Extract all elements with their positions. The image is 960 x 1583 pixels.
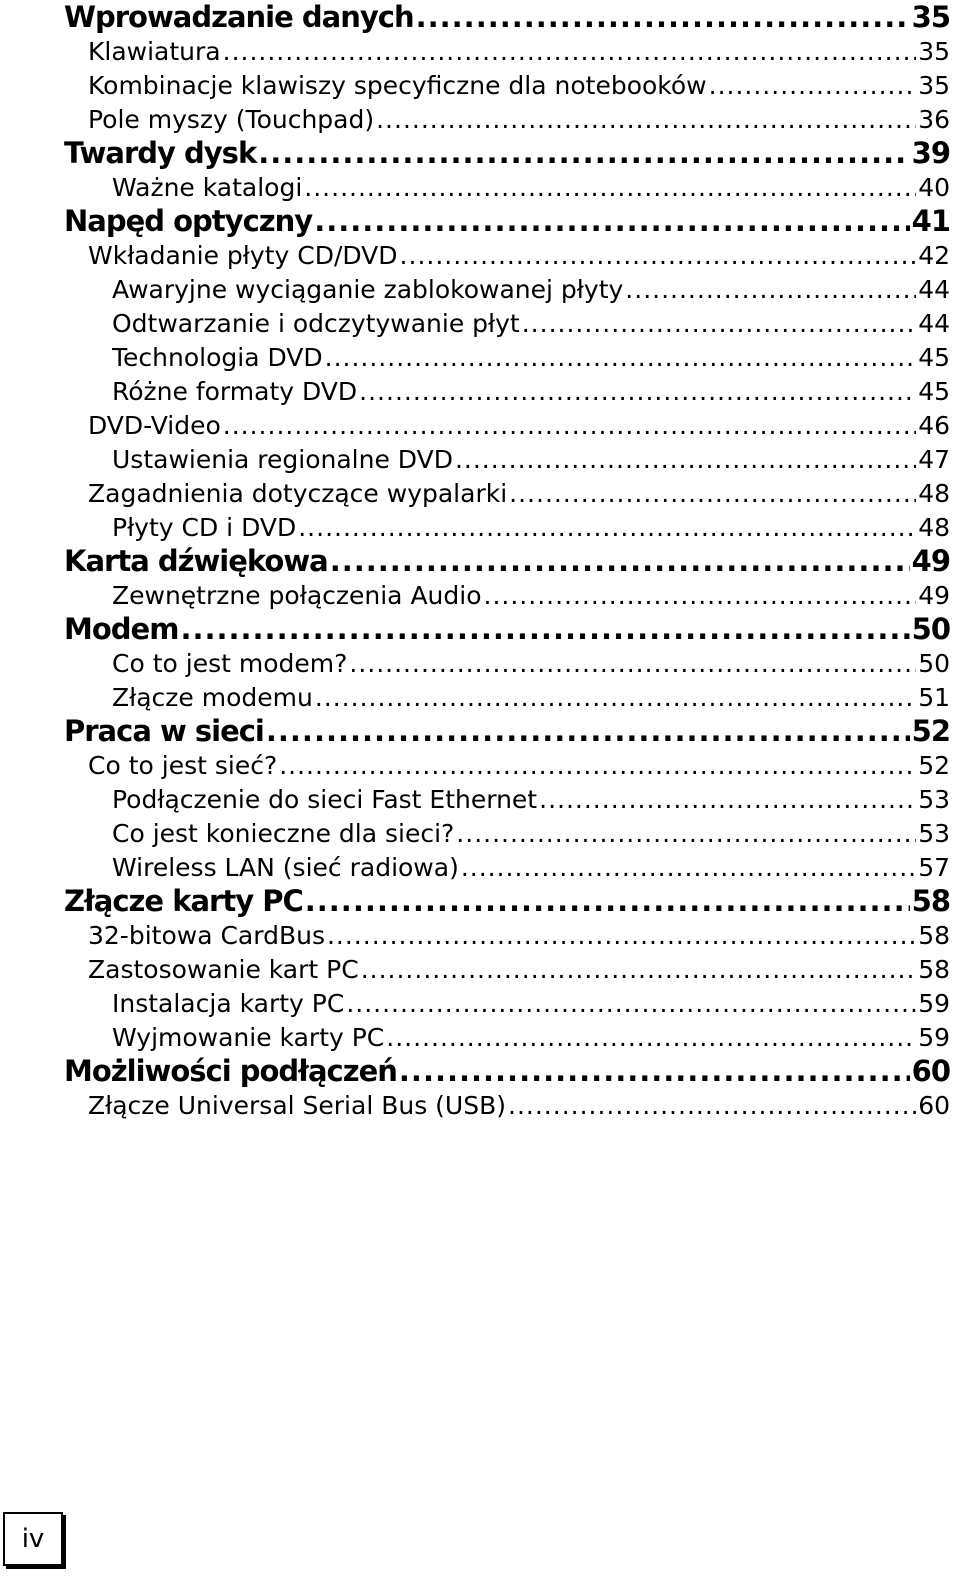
toc-section-entry[interactable] — [88, 918, 950, 952]
toc-entry-page-number: 47 — [918, 444, 950, 474]
toc-entry-title: Wireless LAN (sieć radiowa) — [112, 852, 459, 882]
toc-section-entry[interactable] — [88, 1088, 950, 1122]
toc-entry-title: Modem — [64, 612, 179, 646]
toc-entry-page-number: 59 — [918, 1022, 950, 1052]
toc-entry-page-number: 44 — [918, 274, 950, 304]
dot-leader — [359, 377, 916, 406]
toc-entry-page-number: 60 — [911, 1054, 950, 1088]
dot-leader — [315, 683, 916, 712]
toc-entry-page-number: 35 — [918, 70, 950, 100]
toc-section-entry[interactable] — [112, 782, 950, 816]
toc-section-entry[interactable] — [112, 374, 950, 408]
toc-entry-page-number: 35 — [918, 36, 950, 66]
toc-entry-page-number: 36 — [918, 104, 950, 134]
dot-leader — [361, 955, 916, 984]
toc-entry-page-number: 53 — [918, 818, 950, 848]
dot-leader — [298, 513, 916, 542]
dot-leader — [509, 479, 916, 508]
toc-entry-title: Wyjmowanie karty PC — [112, 1022, 385, 1052]
toc-entry-page-number: 50 — [918, 648, 950, 678]
dot-leader — [258, 136, 909, 170]
toc-entry-title: Złącze Universal Serial Bus (USB) — [88, 1090, 507, 1120]
toc-section-entry[interactable] — [112, 680, 950, 714]
toc-entry-title: Co to jest modem? — [112, 648, 348, 678]
toc-entry-page-number: 50 — [911, 612, 950, 646]
dot-leader — [223, 37, 917, 66]
toc-section-entry[interactable] — [88, 748, 950, 782]
dot-leader — [539, 785, 916, 814]
dot-leader — [400, 241, 917, 270]
toc-section-entry[interactable] — [112, 442, 950, 476]
toc-chapter-entry[interactable] — [64, 204, 950, 238]
toc-entry-title: Zastosowanie kart PC — [88, 954, 359, 984]
toc-entry-title: Zewnętrzne połączenia Audio — [112, 580, 482, 610]
toc-section-entry[interactable] — [112, 306, 950, 340]
toc-section-entry[interactable] — [88, 952, 950, 986]
dot-leader — [456, 819, 916, 848]
toc-entry-title: 32-bitowa CardBus — [88, 920, 325, 950]
toc-entry-page-number: 59 — [918, 988, 950, 1018]
toc-entry-page-number: 60 — [918, 1090, 950, 1120]
toc-chapter-entry[interactable] — [64, 612, 950, 646]
toc-entry-title: Napęd optyczny — [64, 204, 313, 238]
toc-entry-page-number: 35 — [911, 0, 950, 34]
toc-entry-page-number: 51 — [918, 682, 950, 712]
toc-entry-title: Różne formaty DVD — [112, 376, 358, 406]
toc-entry-page-number: 48 — [918, 478, 950, 508]
toc-entry-title: Ważne katalogi — [112, 172, 303, 202]
toc-entry-page-number: 58 — [918, 920, 950, 950]
toc-entry-page-number: 49 — [911, 544, 950, 578]
toc-section-entry[interactable] — [88, 68, 950, 102]
toc-entry-page-number: 46 — [918, 410, 950, 440]
dot-leader — [522, 309, 916, 338]
toc-chapter-entry[interactable] — [64, 884, 950, 918]
dot-leader — [399, 1054, 910, 1088]
toc-section-entry[interactable] — [112, 646, 950, 680]
toc-section-entry[interactable] — [112, 1020, 950, 1054]
toc-entry-title: Technologia DVD — [112, 342, 323, 372]
dot-leader — [346, 989, 916, 1018]
toc-chapter-entry[interactable] — [64, 1054, 950, 1088]
dot-leader — [325, 343, 917, 372]
toc-section-entry[interactable] — [112, 816, 950, 850]
toc-entry-page-number: 42 — [918, 240, 950, 270]
toc-section-entry[interactable] — [112, 170, 950, 204]
toc-entry-title: Płyty CD i DVD — [112, 512, 297, 542]
toc-entry-title: Twardy dysk — [64, 136, 257, 170]
toc-entry-page-number: 44 — [918, 308, 950, 338]
dot-leader — [327, 921, 916, 950]
toc-section-entry[interactable] — [88, 238, 950, 272]
toc-entry-title: Podłączenie do sieci Fast Ethernet — [112, 784, 538, 814]
toc-entry-title: DVD-Video — [88, 410, 221, 440]
dot-leader — [625, 275, 916, 304]
dot-leader — [376, 105, 916, 134]
toc-section-entry[interactable] — [88, 34, 950, 68]
toc-entry-page-number: 39 — [911, 136, 950, 170]
toc-entry-title: Zagadnienia dotyczące wypalarki — [88, 478, 508, 508]
toc-section-entry[interactable] — [88, 408, 950, 442]
toc-entry-page-number: 49 — [918, 580, 950, 610]
toc-entry-title: Ustawienia regionalne DVD — [112, 444, 453, 474]
dot-leader — [304, 173, 916, 202]
toc-entry-title: Co jest konieczne dla sieci? — [112, 818, 455, 848]
toc-entry-title: Złącze karty PC — [64, 884, 303, 918]
toc-entry-title: Klawiatura — [88, 36, 221, 66]
toc-entry-page-number: 58 — [911, 884, 950, 918]
dot-leader — [266, 714, 910, 748]
toc-entry-page-number: 45 — [918, 376, 950, 406]
toc-entry-page-number: 53 — [918, 784, 950, 814]
toc-entry-title: Złącze modemu — [112, 682, 313, 712]
toc-entry-title: Wkładanie płyty CD/DVD — [88, 240, 398, 270]
toc-entry-title: Odtwarzanie i odczytywanie płyt — [112, 308, 520, 338]
toc-entry-title: Awaryjne wyciąganie zablokowanej płyty — [112, 274, 624, 304]
toc-entry-title: Kombinacje klawiszy specyficzne dla notebooków — [88, 70, 707, 100]
dot-leader — [330, 544, 910, 578]
toc-section-entry[interactable] — [112, 850, 950, 884]
toc-section-entry[interactable] — [88, 102, 950, 136]
toc-entry-page-number: 52 — [918, 750, 950, 780]
toc-entry-page-number: 40 — [918, 172, 950, 202]
toc-section-entry[interactable] — [112, 340, 950, 374]
toc-section-entry[interactable] — [112, 272, 950, 306]
toc-entry-title: Praca w sieci — [64, 714, 264, 748]
dot-leader — [461, 853, 916, 882]
toc-entry-page-number: 45 — [918, 342, 950, 372]
toc-chapter-entry[interactable] — [64, 0, 950, 34]
toc-section-entry[interactable] — [112, 578, 950, 612]
dot-leader — [305, 884, 910, 918]
toc-chapter-entry[interactable] — [64, 136, 950, 170]
dot-leader — [484, 581, 917, 610]
toc-entry-title: Pole myszy (Touchpad) — [88, 104, 375, 134]
dot-leader — [314, 204, 909, 238]
dot-leader — [279, 751, 916, 780]
dot-leader — [223, 411, 916, 440]
toc-entry-page-number: 57 — [918, 852, 950, 882]
toc-section-entry[interactable] — [112, 986, 950, 1020]
dot-leader — [709, 71, 917, 100]
toc-chapter-entry[interactable] — [64, 714, 950, 748]
toc-entry-title: Możliwości podłączeń — [64, 1054, 397, 1088]
dot-leader — [349, 649, 916, 678]
dot-leader — [508, 1091, 916, 1120]
toc-entry-page-number: 41 — [911, 204, 950, 238]
toc-entry-page-number: 52 — [911, 714, 950, 748]
toc-chapter-entry[interactable] — [64, 544, 950, 578]
dot-leader — [180, 612, 909, 646]
dot-leader — [416, 0, 910, 34]
toc-entry-title: Wprowadzanie danych — [64, 0, 414, 34]
dot-leader — [455, 445, 916, 474]
toc-entry-title: Karta dźwiękowa — [64, 544, 328, 578]
toc-entry-page-number: 48 — [918, 512, 950, 542]
toc-section-entry[interactable] — [88, 476, 950, 510]
toc-entry-page-number: 58 — [918, 954, 950, 984]
toc-entry-title: Instalacja karty PC — [112, 988, 345, 1018]
dot-leader — [386, 1023, 916, 1052]
toc-section-entry[interactable] — [112, 510, 950, 544]
toc-entry-title: Co to jest sieć? — [88, 750, 278, 780]
page-number: iv — [3, 1512, 63, 1566]
